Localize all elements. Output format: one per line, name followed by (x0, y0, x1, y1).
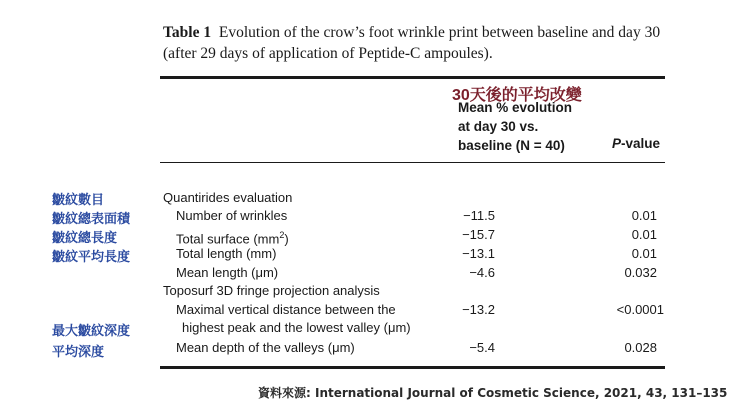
col-header-pvalue (612, 136, 660, 151)
row-label-max-vertical-line2: highest peak and the lowest valley (μm) (182, 320, 411, 335)
zh-label-mean-depth: 平均深度 (52, 345, 105, 360)
zh-label-max-depth: 最大皺紋深度 (52, 324, 131, 339)
row-p-total-surface: 0.01 (631, 227, 657, 242)
zh-label-total-surface: 皺紋總表面積 (52, 212, 131, 227)
pvalue-suffix: -value (621, 136, 661, 151)
pvalue-italic-p: P (612, 136, 622, 151)
row-label-mean-depth: Mean depth of the valleys (μm) (176, 340, 355, 355)
header-annotation-zh: 30天後的平均改變 (452, 87, 582, 104)
zh-label-total-length: 皺紋總長度 (52, 231, 118, 246)
source-citation: 資料來源: International Journal of Cosmetic Science, 2021, 43, 131–135 (258, 386, 728, 400)
table-caption (163, 22, 668, 64)
row-label-total-length: Total length (mm) (176, 246, 277, 261)
row-value-mean-depth: −5.4 (469, 340, 495, 355)
section-title-quantirides: Quantirides evaluation (163, 190, 293, 205)
row-value-mean-length: −4.6 (469, 265, 495, 280)
row-label-number-of-wrinkles: Number of wrinkles (176, 208, 288, 223)
col-header-mean-line2: at day 30 vs. (458, 119, 539, 134)
bottom-rule (160, 366, 665, 369)
row-p-number-of-wrinkles: 0.01 (631, 208, 657, 223)
total-surface-end: ) (284, 231, 289, 247)
total-surface-sup: 2 (279, 230, 285, 240)
row-p-max-vertical: <0.0001 (616, 302, 664, 317)
zh-label-wrinkle-count: 皺紋數目 (52, 193, 105, 208)
row-p-mean-depth: 0.028 (624, 340, 657, 355)
row-p-total-length: 0.01 (631, 246, 657, 261)
row-label-mean-length: Mean length (μm) (176, 265, 279, 280)
table-label: Table 1 (163, 24, 212, 41)
row-value-max-vertical: −13.2 (462, 302, 495, 317)
zh-label-mean-length: 皺紋平均長度 (52, 250, 131, 265)
section-title-toposurf: Toposurf 3D fringe projection analysis (163, 283, 380, 298)
row-value-number-of-wrinkles: −11.5 (463, 208, 495, 223)
total-surface-base: Total surface (mm (176, 231, 280, 247)
row-value-total-length: −13.1 (462, 246, 495, 261)
header-rule (160, 162, 665, 163)
col-header-mean-line1: Mean % evolution (458, 100, 573, 115)
top-rule (160, 76, 665, 79)
caption-text: Evolution of the crow’s foot wrinkle print between baseline and day 30 (after 29 days of application of Peptide-C ampoules). (163, 24, 661, 62)
row-label-max-vertical-line1: Maximal vertical distance between the (176, 302, 396, 317)
row-value-total-surface: −15.7 (462, 227, 495, 242)
col-header-mean-line3: baseline (N = 40) (458, 138, 565, 153)
row-p-mean-length: 0.032 (624, 265, 657, 280)
